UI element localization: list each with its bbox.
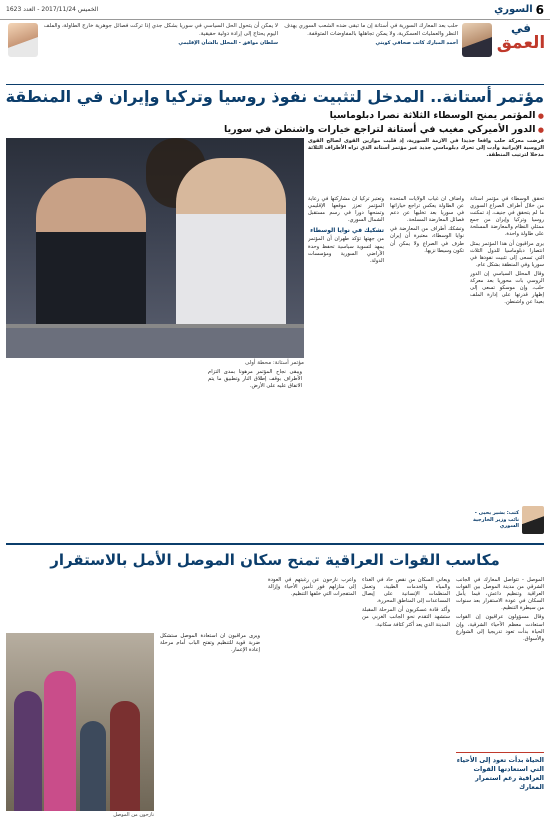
article-photo (6, 633, 154, 811)
issue-date: الخميس 2017/11/24 - العدد 1623 (6, 6, 99, 13)
author-photo (522, 506, 544, 534)
pull-quote: الحياة بدأت تعود إلى الأحياء التي استعادتها القوات العراقية رغم استمرار المعارك (456, 752, 544, 792)
teaser-quote (8, 23, 278, 83)
section-tag (496, 22, 546, 52)
article-column (470, 196, 544, 521)
paragraph: وقال مسؤولون عراقيون إن القوات استعادت معظم الأحياء الشرقية، وإن الحياة بدأت تعود تدريجيا إلى الشوارع والأسواق. (456, 614, 544, 642)
article-column (208, 369, 302, 524)
photo-caption: مؤتمر أستانة: محطة أولى (245, 360, 304, 366)
paragraph: ويعاني السكان من نقص حاد في الغذاء والمياه والخدمات الطبية، وتعمل المنظمات الإنسانية على إيصال المساعدات إلى المناطق المحررة. (362, 577, 450, 605)
teaser-quote (282, 23, 492, 83)
page-number: 6 (535, 2, 544, 17)
columnist-photo (462, 23, 492, 57)
newspaper-logo: السوري (494, 4, 533, 15)
paragraph: وأضاف أن غياب الولايات المتحدة عن الطاولة يعكس تراجع خياراتها في سوريا بعد تخليها عن دعم فصائل المعارضة المسلحة. (390, 196, 464, 224)
paragraph: ويبقى نجاح المؤتمر مرهونا بمدى التزام الأطراف بوقف إطلاق النار وتطبيق ما يتم الاتفاق عليه على الأرض. (208, 369, 302, 390)
paragraph: الموصل - تتواصل المعارك في الجانب الشرقي من مدينة الموصل بين القوات العراقية وتنظيم داعش، فيما يأمل السكان في عودة الاستقرار بعد سنوات من سيطرة التنظيم. (456, 577, 544, 612)
section-tag-line2: العمق (496, 33, 546, 53)
teaser-text: لا يمكن أن يتحول الحل السياسي في سوريا بشكل جدي إذا تركت فصائل جوهرية خارج الطاولة، والملف اليوم يحتاج إلى إرادة دولية حقيقية. (43, 23, 278, 37)
article-headline: مكاسب القوات العراقية تمنح سكان الموصل الأمل بالاستقرار (50, 551, 500, 569)
paragraph: وتعتبر تركيا أن مشاركتها في رعاية المؤتمر تعزز موقعها الإقليمي وتمنحها دورا في رسم مستقبل الشمال السوري. (308, 196, 384, 224)
paragraph: تحقق الوسطاء في مؤتمر أستانة من خلال أطراف الصراع السوري ما لم يتحقق في جنيف، إذ تمكنت روسيا وتركيا وإيران من جمع ممثلي النظام والمعارضة المسلحة على طاولة واحدة. (470, 196, 544, 238)
article-column (106, 369, 202, 524)
teaser-caption: أحمد المبارك كاتب صحافي كويتي (375, 40, 458, 46)
paragraph: ويرى مراقبون أن استعادة الموصل ستشكل ضربة قوية للتنظيم وتفتح الباب أمام مرحلة إعادة الإعمار. (160, 633, 260, 654)
article-column (160, 633, 260, 819)
subhead: ● المؤتمر يمنح الوسطاء الثلاثة نصرا دبلوماسيا (6, 110, 544, 122)
masthead (0, 0, 550, 20)
paragraph: يرى مراقبون أن هذا المؤتمر يمثل انتصارا دبلوماسيا للدول الثلاث التي تسعى إلى تثبيت نفوذها في سوريا وفي المنطقة بشكل عام. (470, 240, 544, 268)
article-column (362, 577, 450, 817)
article-headline: مؤتمر أستانة.. المدخل لتثبيت نفوذ روسيا وتركيا وإيران في المنطقة (5, 87, 544, 106)
teaser-caption: سلطان موافق - المحلل بالشأن الإقليمي (178, 40, 278, 46)
masthead-brand (494, 3, 544, 17)
author-name: كتب: بشير يحيى - نائب وزير الخارجية السوري (472, 510, 519, 530)
article-subheads (6, 110, 544, 136)
article-photo (6, 138, 304, 358)
divider (6, 543, 544, 545)
photo-caption: نازحون من الموصل (113, 812, 154, 818)
divider (6, 84, 544, 85)
paragraph: وأكد قادة عسكريون أن المرحلة المقبلة ستشهد التقدم نحو الجانب الغربي من المدينة الذي يعد أكثر كثافة سكانية. (362, 607, 450, 628)
article-column (6, 369, 100, 524)
paragraph: من جهتها تؤكد طهران أن المؤتمر يمهد لتسوية سياسية تحفظ وحدة الأراضي السورية ومؤسسات الدولة. (308, 236, 384, 264)
subhead: ● الدور الأميركي مغيب في أستانة لتراجع خيارات واشنطن في سوريا (6, 124, 544, 136)
paragraph: وأعرب نازحون عن رغبتهم في العودة إلى منازلهم فور تأمين الأحياء وإزالة المتفجرات التي خلفها التنظيم. (268, 577, 356, 598)
section-subheading: تشكيك في نوايا الوسطاء (310, 227, 384, 235)
paragraph: وتشكك أطراف من المعارضة في نوايا الوسطاء، معتبرة أن إيران طرف في الصراع ولا يمكن أن تكون وسيطا نزيها. (390, 226, 464, 254)
article-column (456, 577, 544, 747)
teaser-text: حلب بعد المعارك السورية في أستانة إن ما تبقى ضده الشعب السوري يهدف النظر والعمليات العسكرية، ولا يمكن تجاهلها بالمفاوضات المتوقفة. (284, 23, 458, 37)
article-column (268, 577, 356, 817)
columnist-photo (8, 23, 38, 57)
article-lead: فرضت معركة حلب واقعا جديدا في الأزمة السورية، إذ قلبت موازين القوى لصالح القوى الروسية الإيرانية وأدت إلى تحرك دبلوماسي جديد عبر مؤتمر أستانة الذي تراه الأطراف الثلاثة مدخلا لترتيب المنطقة. (308, 138, 544, 159)
author-byline (470, 500, 544, 540)
section-tag-line1: في (511, 21, 531, 35)
paragraph: وقال المحلل السياسي إن الدور الروسي بات محوريا بعد معركة حلب، وإن موسكو تسعى إلى إظهار قدرتها على إدارة الملف بعيدا عن واشنطن. (470, 270, 544, 306)
article-column (390, 196, 464, 521)
article-column (308, 196, 384, 521)
